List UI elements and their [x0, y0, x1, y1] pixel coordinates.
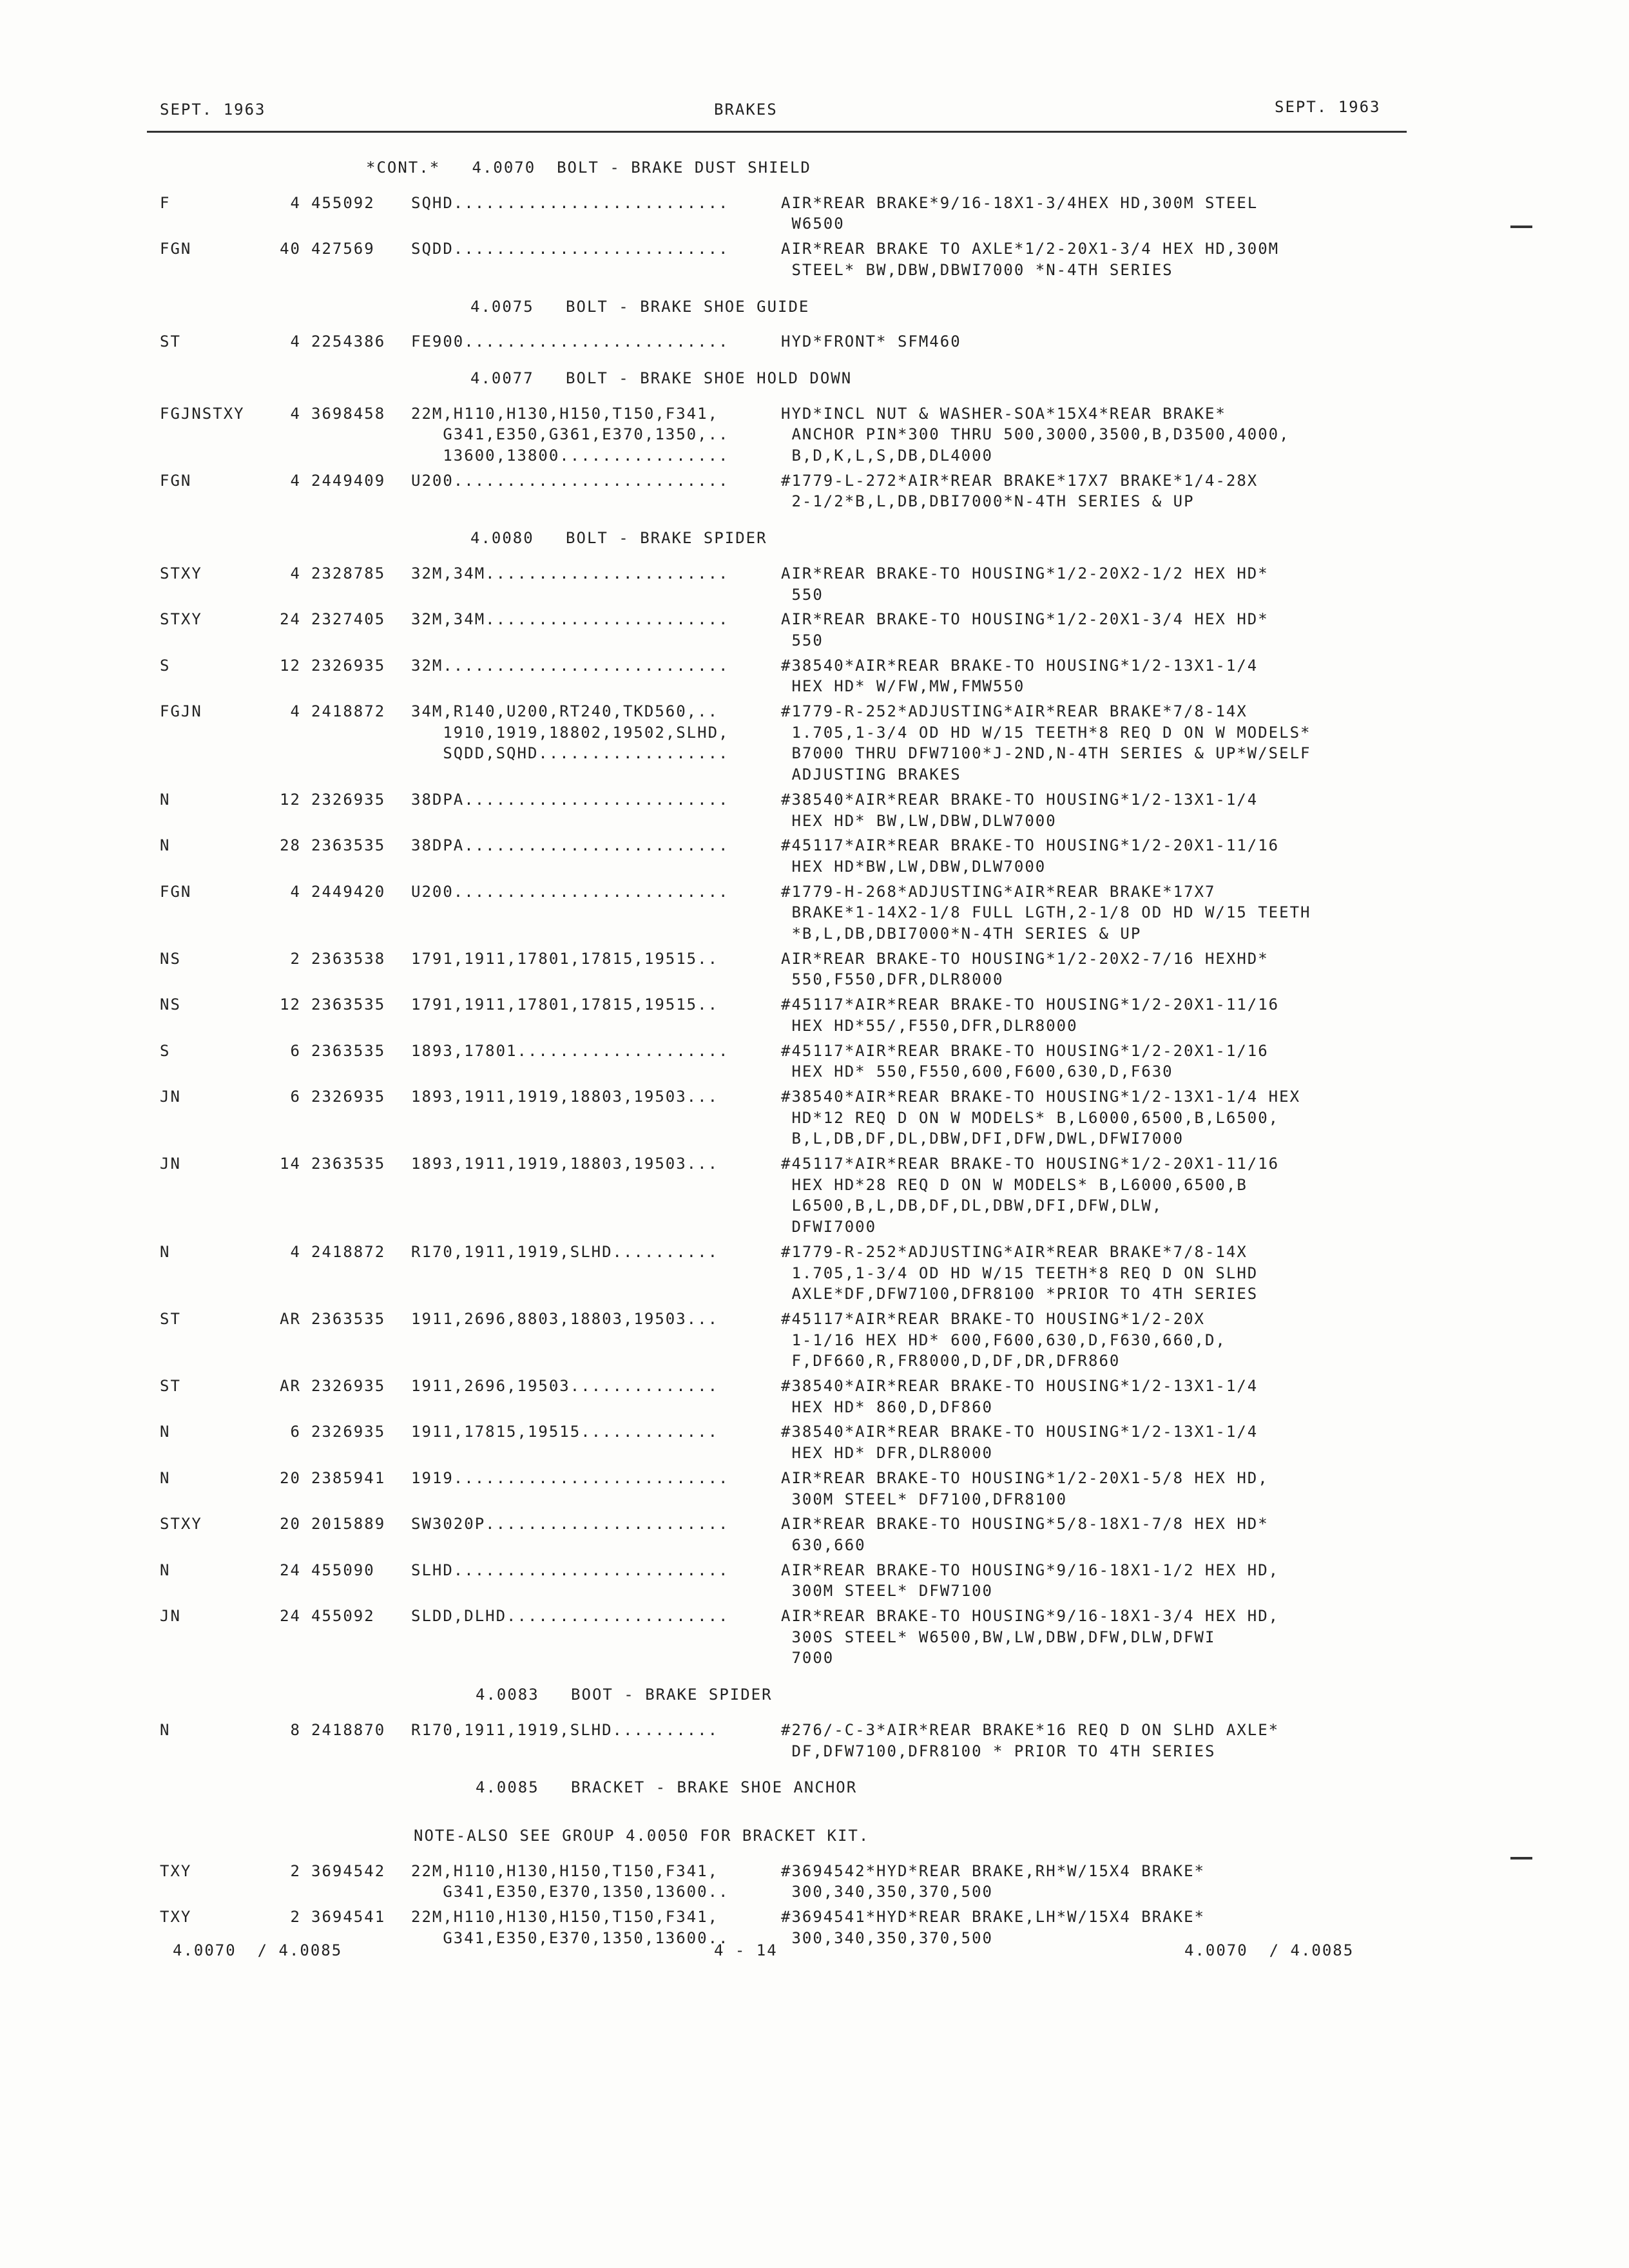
applicable-models: SQHD.......................... [411, 193, 729, 212]
quantity: 24 [280, 1607, 301, 1625]
header-title: BRAKES [714, 101, 778, 119]
part-description: #38540*AIR*REAR BRAKE-TO HOUSING*1/2-13X1-1/4 [781, 790, 1258, 809]
section-heading: 4.0075 BOLT - BRAKE SHOE GUIDE [470, 297, 810, 316]
model-code: JN [160, 1155, 181, 1173]
applicable-models: FE900......................... [411, 332, 729, 351]
part-number: 2363535 [311, 1309, 386, 1328]
part-number: 2363535 [311, 1041, 386, 1060]
model-code: N [160, 836, 171, 855]
part-description: AIR*REAR BRAKE-TO HOUSING*9/16-18X1-3/4 HEX HD, [781, 1607, 1280, 1625]
part-description: *B,L,DB,DBI7000*N-4TH SERIES & UP [781, 925, 1142, 943]
section-heading: 4.0077 BOLT - BRAKE SHOE HOLD DOWN [470, 369, 853, 387]
part-description: B,L,DB,DF,DL,DBW,DFI,DFW,DWL,DFWI7000 [781, 1129, 1184, 1148]
quantity: 4 [290, 404, 301, 423]
quantity: 28 [280, 836, 301, 855]
applicable-models: U200.......................... [411, 471, 729, 490]
applicable-models: 22M,H110,H130,H150,T150,F341, [411, 404, 719, 423]
header-rule [147, 131, 1407, 133]
part-description: #45117*AIR*REAR BRAKE-TO HOUSING*1/2-20X1-11/16 [781, 836, 1280, 855]
applicable-models: 1893,1911,1919,18803,19503... [411, 1155, 719, 1173]
part-description: AIR*REAR BRAKE-TO HOUSING*1/2-20X1-5/8 HEX HD, [781, 1468, 1269, 1487]
part-description: #1779-R-252*ADJUSTING*AIR*REAR BRAKE*7/8-14X [781, 1242, 1248, 1261]
part-description: AIR*REAR BRAKE-TO HOUSING*5/8-18X1-7/8 HEX HD* [781, 1515, 1269, 1533]
quantity: 4 [290, 702, 301, 720]
part-description: DFWI7000 [781, 1218, 877, 1236]
quantity: 6 [290, 1087, 301, 1106]
part-number: 2418872 [311, 702, 386, 720]
model-code: TXY [160, 1908, 192, 1926]
applicable-models: 1911,2696,8803,18803,19503... [411, 1309, 719, 1328]
applicable-models: SW3020P....................... [411, 1515, 729, 1533]
quantity: 4 [290, 471, 301, 490]
applicable-models: 1791,1911,17801,17815,19515.. [411, 949, 719, 968]
part-description: B,D,K,L,S,DB,DL4000 [781, 447, 993, 465]
part-description: AIR*REAR BRAKE-TO HOUSING*9/16-18X1-1/2 HEX HD, [781, 1561, 1280, 1579]
applicable-models: 1910,1919,18802,19502,SLHD, [411, 723, 729, 742]
part-number: 2418872 [311, 1242, 386, 1261]
part-description: F,DF660,R,FR8000,D,DF,DR,DFR860 [781, 1352, 1121, 1370]
model-code: ST [160, 1309, 181, 1328]
model-code: FGN [160, 471, 192, 490]
part-description: HD*12 REQ D ON W MODELS* B,L6000,6500,B,L6500, [781, 1108, 1280, 1127]
part-description: #276/-C-3*AIR*REAR BRAKE*16 REQ D ON SLHD AXLE* [781, 1720, 1280, 1739]
model-code: JN [160, 1087, 181, 1106]
part-number: 2326935 [311, 656, 386, 675]
part-description: 550,F550,DFR,DLR8000 [781, 970, 1004, 989]
model-code: F [160, 193, 171, 212]
model-code: ST [160, 1377, 181, 1395]
part-number: 2326935 [311, 1423, 386, 1441]
part-description: L6500,B,L,DB,DF,DL,DBW,DFI,DFW,DLW, [781, 1196, 1163, 1215]
applicable-models: 13600,13800................ [411, 447, 729, 465]
part-description: 1.705,1-3/4 OD HD W/15 TEETH*8 REQ D ON SLHD [781, 1264, 1258, 1282]
quantity: 4 [290, 564, 301, 582]
footer-left-range: 4.0070 / 4.0085 [173, 1941, 343, 1959]
applicable-models: 34M,R140,U200,RT240,TKD560,.. [411, 702, 719, 720]
applicable-models: 22M,H110,H130,H150,T150,F341, [411, 1908, 719, 1926]
part-number: 455090 [311, 1561, 375, 1579]
part-description: HEX HD*BW,LW,DBW,DLW7000 [781, 857, 1046, 876]
applicable-models: 1791,1911,17801,17815,19515.. [411, 995, 719, 1014]
part-description: HEX HD* BW,LW,DBW,DLW7000 [781, 811, 1057, 830]
quantity: 4 [290, 1242, 301, 1261]
part-description: 7000 [781, 1649, 834, 1667]
quantity: 4 [290, 193, 301, 212]
part-number: 3694542 [311, 1861, 386, 1880]
part-number: 2449420 [311, 882, 386, 901]
applicable-models: R170,1911,1919,SLHD.......... [411, 1242, 719, 1261]
part-description: #38540*AIR*REAR BRAKE-TO HOUSING*1/2-13X1-1/4 [781, 1423, 1258, 1441]
part-number: 3694541 [311, 1908, 386, 1926]
part-description: #38540*AIR*REAR BRAKE-TO HOUSING*1/2-13X1-1/4 [781, 656, 1258, 675]
part-number: 2449409 [311, 471, 386, 490]
part-description: #38540*AIR*REAR BRAKE-TO HOUSING*1/2-13X1-1/4 HEX [781, 1087, 1301, 1106]
part-description: BRAKE*1-14X2-1/8 FULL LGTH,2-1/8 OD HD W/15 TEETH [781, 903, 1311, 922]
part-description: HEX HD* DFR,DLR8000 [781, 1444, 993, 1463]
part-description: 300M STEEL* DF7100,DFR8100 [781, 1490, 1068, 1508]
applicable-models: SQDD,SQHD.................. [411, 744, 729, 763]
part-description: AIR*REAR BRAKE-TO HOUSING*1/2-20X1-3/4 HEX HD* [781, 610, 1269, 629]
part-description: HEX HD* W/FW,MW,FMW550 [781, 677, 1025, 696]
part-description: 1-1/16 HEX HD* 600,F600,630,D,F630,660,D, [781, 1331, 1226, 1349]
part-number: 2254386 [311, 332, 386, 351]
part-number: 455092 [311, 193, 375, 212]
part-number: 2326935 [311, 1377, 386, 1395]
part-description: DF,DFW7100,DFR8100 * PRIOR TO 4TH SERIES [781, 1742, 1216, 1760]
model-code: FGJN [160, 702, 202, 720]
part-description: 550 [781, 631, 824, 649]
quantity: 20 [280, 1468, 301, 1487]
part-number: 2363535 [311, 995, 386, 1014]
part-description: W6500 [781, 215, 845, 233]
model-code: FGJNSTXY [160, 404, 245, 423]
part-description: #38540*AIR*REAR BRAKE-TO HOUSING*1/2-13X1-1/4 [781, 1377, 1258, 1395]
part-number: 455092 [311, 1607, 375, 1625]
applicable-models: G341,E350,E370,1350,13600.. [411, 1883, 729, 1901]
part-description: 300M STEEL* DFW7100 [781, 1582, 993, 1600]
part-description: HYD*FRONT* SFM460 [781, 332, 961, 351]
model-code: STXY [160, 610, 202, 629]
model-code: N [160, 1720, 171, 1739]
part-description: AIR*REAR BRAKE-TO HOUSING*1/2-20X2-1/2 HEX HD* [781, 564, 1269, 582]
applicable-models: SLHD.......................... [411, 1561, 729, 1579]
model-code: N [160, 1242, 171, 1261]
part-number: 2326935 [311, 790, 386, 809]
model-code: STXY [160, 1515, 202, 1533]
applicable-models: SQDD.......................... [411, 240, 729, 258]
quantity: 6 [290, 1423, 301, 1441]
part-description: 1.705,1-3/4 OD HD W/15 TEETH*8 REQ D ON W MODELS* [781, 723, 1311, 742]
section-heading: 4.0085 BRACKET - BRAKE SHOE ANCHOR [476, 1778, 858, 1797]
part-description: HYD*INCL NUT & WASHER-SOA*15X4*REAR BRAKE* [781, 404, 1226, 423]
quantity: AR [280, 1309, 301, 1328]
model-code: S [160, 656, 171, 675]
part-description: ADJUSTING BRAKES [781, 765, 961, 784]
applicable-models: G341,E350,G361,E370,1350,.. [411, 425, 729, 444]
part-description: B7000 THRU DFW7100*J-2ND,N-4TH SERIES & UP*W/SELF [781, 744, 1311, 763]
part-description: #1779-L-272*AIR*REAR BRAKE*17X7 BRAKE*1/4-28X [781, 471, 1258, 490]
part-description: #45117*AIR*REAR BRAKE-TO HOUSING*1/2-20X [781, 1309, 1205, 1328]
model-code: N [160, 790, 171, 809]
part-description: HEX HD* 860,D,DF860 [781, 1398, 993, 1416]
model-code: S [160, 1041, 171, 1060]
part-description: #3694541*HYD*REAR BRAKE,LH*W/15X4 BRAKE* [781, 1908, 1205, 1926]
quantity: 2 [290, 949, 301, 968]
applicable-models: 38DPA......................... [411, 836, 729, 855]
part-description: #45117*AIR*REAR BRAKE-TO HOUSING*1/2-20X1-11/16 [781, 1155, 1280, 1173]
part-number: 3698458 [311, 404, 386, 423]
margin-mark [1510, 226, 1532, 228]
header-right-date: SEPT. 1963 [1275, 98, 1381, 116]
part-description: 300S STEEL* W6500,BW,LW,DBW,DFW,DLW,DFWI [781, 1628, 1216, 1646]
quantity: 12 [280, 995, 301, 1014]
model-code: ST [160, 332, 181, 351]
quantity: 12 [280, 656, 301, 675]
part-description: STEEL* BW,DBW,DBWI7000 *N-4TH SERIES [781, 260, 1173, 279]
quantity: AR [280, 1377, 301, 1395]
part-description: AIR*REAR BRAKE-TO HOUSING*1/2-20X2-7/16 HEXHD* [781, 949, 1269, 968]
applicable-models: U200.......................... [411, 882, 729, 901]
model-code: N [160, 1561, 171, 1579]
applicable-models: 1893,1911,1919,18803,19503... [411, 1087, 719, 1106]
part-number: 2328785 [311, 564, 386, 582]
part-number: 2363538 [311, 949, 386, 968]
margin-mark [1510, 1857, 1532, 1860]
part-description: 300,340,350,370,500 [781, 1928, 993, 1947]
part-number: 2363535 [311, 1155, 386, 1173]
quantity: 6 [290, 1041, 301, 1060]
part-description: HEX HD*28 REQ D ON W MODELS* B,L6000,6500,B [781, 1175, 1248, 1194]
model-code: NS [160, 949, 181, 968]
quantity: 2 [290, 1861, 301, 1880]
quantity: 20 [280, 1515, 301, 1533]
part-description: #3694542*HYD*REAR BRAKE,RH*W/15X4 BRAKE* [781, 1861, 1205, 1880]
part-description: AIR*REAR BRAKE TO AXLE*1/2-20X1-3/4 HEX HD,300M [781, 240, 1280, 258]
applicable-models: SLDD,DLHD..................... [411, 1607, 729, 1625]
quantity: 24 [280, 610, 301, 629]
part-description: AIR*REAR BRAKE*9/16-18X1-3/4HEX HD,300M STEEL [781, 193, 1258, 212]
part-description: 630,660 [781, 1535, 866, 1554]
part-description: #45117*AIR*REAR BRAKE-TO HOUSING*1/2-20X1-1/16 [781, 1041, 1269, 1060]
model-code: FGN [160, 882, 192, 901]
footer-page-number: 4 - 14 [714, 1941, 778, 1959]
part-description: AXLE*DF,DFW7100,DFR8100 *PRIOR TO 4TH SERIES [781, 1285, 1258, 1303]
part-number: 427569 [311, 240, 375, 258]
part-number: 2385941 [311, 1468, 386, 1487]
applicable-models: 32M,34M....................... [411, 610, 729, 629]
model-code: STXY [160, 564, 202, 582]
part-description: #45117*AIR*REAR BRAKE-TO HOUSING*1/2-20X1-11/16 [781, 995, 1280, 1014]
model-code: TXY [160, 1861, 192, 1880]
part-number: 2363535 [311, 836, 386, 855]
part-number: 2015889 [311, 1515, 386, 1533]
part-description: HEX HD* 550,F550,600,F600,630,D,F630 [781, 1062, 1173, 1081]
part-description: 300,340,350,370,500 [781, 1883, 993, 1901]
quantity: 14 [280, 1155, 301, 1173]
model-code: N [160, 1423, 171, 1441]
part-description: #1779-H-268*ADJUSTING*AIR*REAR BRAKE*17X7 [781, 882, 1216, 901]
quantity: 8 [290, 1720, 301, 1739]
quantity: 40 [280, 240, 301, 258]
model-code: N [160, 1468, 171, 1487]
applicable-models: 1911,2696,19503.............. [411, 1377, 719, 1395]
applicable-models: 32M........................... [411, 656, 729, 675]
applicable-models: 1911,17815,19515............. [411, 1423, 719, 1441]
quantity: 12 [280, 790, 301, 809]
quantity: 2 [290, 1908, 301, 1926]
applicable-models: 22M,H110,H130,H150,T150,F341, [411, 1861, 719, 1880]
applicable-models: G341,E350,E370,1350,13600.. [411, 1928, 729, 1947]
part-description: HEX HD*55/,F550,DFR,DLR8000 [781, 1016, 1078, 1035]
model-code: NS [160, 995, 181, 1014]
part-number: 2418870 [311, 1720, 386, 1739]
applicable-models: 38DPA......................... [411, 790, 729, 809]
part-description: ANCHOR PIN*300 THRU 500,3000,3500,B,D3500,4000, [781, 425, 1290, 444]
footer-right-range: 4.0070 / 4.0085 [1184, 1941, 1354, 1959]
applicable-models: 1919.......................... [411, 1468, 729, 1487]
part-number: 2327405 [311, 610, 386, 629]
part-description: 2-1/2*B,L,DB,DBI7000*N-4TH SERIES & UP [781, 492, 1195, 511]
section-heading: *CONT.* 4.0070 BOLT - BRAKE DUST SHIELD [366, 159, 811, 177]
quantity: 24 [280, 1561, 301, 1579]
section-note: NOTE-ALSO SEE GROUP 4.0050 FOR BRACKET KIT. [414, 1826, 870, 1845]
part-description: 550 [781, 585, 824, 604]
section-heading: 4.0083 BOOT - BRAKE SPIDER [476, 1686, 773, 1704]
header-left-date: SEPT. 1963 [160, 101, 266, 119]
part-number: 2326935 [311, 1087, 386, 1106]
part-description: #1779-R-252*ADJUSTING*AIR*REAR BRAKE*7/8-14X [781, 702, 1248, 720]
quantity: 4 [290, 332, 301, 351]
section-heading: 4.0080 BOLT - BRAKE SPIDER [470, 529, 767, 548]
applicable-models: 32M,34M....................... [411, 564, 729, 582]
model-code: JN [160, 1607, 181, 1625]
model-code: FGN [160, 240, 192, 258]
applicable-models: 1893,17801.................... [411, 1041, 729, 1060]
applicable-models: R170,1911,1919,SLHD.......... [411, 1720, 719, 1739]
quantity: 4 [290, 882, 301, 901]
